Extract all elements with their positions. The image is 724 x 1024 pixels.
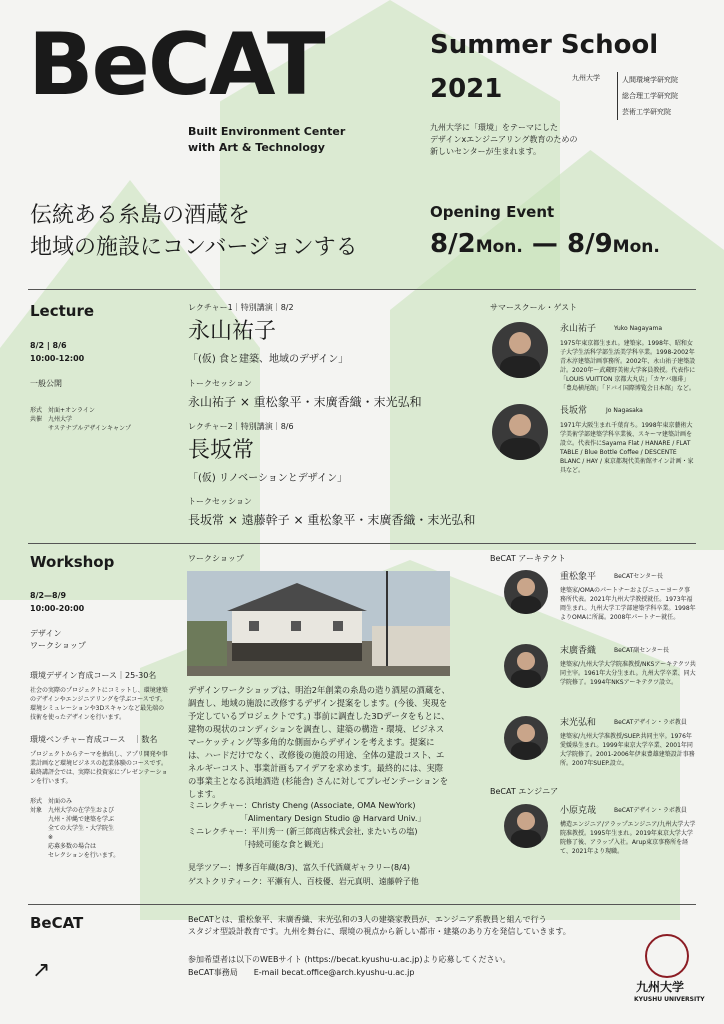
department-list bbox=[617, 72, 678, 120]
university-name-en: KYUSHU UNIVERSITY bbox=[634, 996, 705, 1003]
guest1-bio: 1975年東京都生まれ。建築家。1998年、昭和女子大学生活科学部生活美学科卒業。1998-2002年青木淳建築計画事務所。2002年、永山祐子建築設計。2020年〜武蔵野美術大学客員教授。代表作に「LOUIS VUITTON 京都大丸店」「カヤバ珈琲」「豊島横尾館」「ドバイ国際博覧会日本館」など。 bbox=[560, 340, 696, 392]
lecture2-topic: 「(仮) リノベーションとデザイン」 bbox=[188, 473, 348, 484]
divider bbox=[28, 543, 696, 544]
architect1-photo bbox=[504, 570, 548, 614]
university-name-jp: 九州大学 bbox=[636, 980, 685, 994]
start-day: Mon. bbox=[475, 237, 523, 257]
end-date: 8/9 bbox=[566, 229, 613, 259]
center-name-line: with Art & Technology bbox=[188, 141, 325, 154]
talk1-label: トークセッション bbox=[188, 379, 252, 388]
architect3-role: BeCATデザイン・ラボ教員 bbox=[614, 719, 687, 726]
summer-school-title: Summer School bbox=[430, 30, 659, 60]
architect2-photo bbox=[504, 644, 548, 688]
architect3-bio: 建築家/九州大学准教授/SUEP.共同主宰。1976年愛媛県生まれ。1999年東京大学卒業、2001年同大学院修了。2001-2006年伊東豊雄建築設計事務所。2007年SUEP.設立。 bbox=[560, 733, 695, 767]
apply-text: 参加希望者は以下のWEBサイト (https://becat.kyushu-u.ac.jp)より応募してください。 bbox=[188, 955, 511, 964]
department: 総合理工学研究院 bbox=[622, 92, 678, 100]
end-day: Mon. bbox=[612, 237, 660, 257]
lecture2-label: レクチャー2｜特別講演｜8/6 bbox=[188, 422, 294, 431]
workshop-format bbox=[30, 797, 119, 860]
guest-critique: ゲストクリティーク：平瀬有人、百枝優、岩元真明、遠藤幹子他 bbox=[188, 877, 419, 886]
divider bbox=[28, 904, 696, 905]
engineer1-name: 小原克哉 bbox=[560, 806, 597, 816]
course1-desc: 社会の実際のプロジェクトにコミットし、環境建築のデザインやエンジニアリングを学ぶコースです。環境シミュレーションや3Dスキャンなど最先端の技術を使ったデザインを行います。 bbox=[30, 687, 168, 721]
sake-brewery-photo bbox=[187, 571, 450, 676]
format-line: 全ての大学生・大学院生 bbox=[30, 825, 115, 832]
workshop-description: デザインワークショップは、明治2年創業の糸島の造り酒屋の酒蔵を、調査し、地域の施設に改修するデザイン提案をします。(今後、実現を予定しているプロジェクトです。) 事前に調査した3Dデータをもとに、建物の現状のコンディションを調査し、建築の構造・環境、ビジネスマーケッティング等多角的な側面からデザインを考えます。提案には、ハードだけでなく、改修後の施設の用途、全体の建設コスト、エネルギーコスト、事業計画もアイデアを求めます。最終的には、実際の事業主となる浜地酒造 (杉能舎) さんに対してプレゼンテーションをします。 bbox=[188, 685, 450, 799]
lecture-dates: 8/2 | 8/6 bbox=[30, 341, 67, 350]
lecture-time: 10:00-12:00 bbox=[30, 354, 85, 363]
engineers-title: BeCAT エンジニア bbox=[490, 787, 559, 796]
about-line: BeCATとは、重松象平、末廣香織、末光弘和の3人の建築家教員が、エンジニア系教員と組んで行う bbox=[188, 915, 547, 924]
arrow-icon: ↗ bbox=[32, 958, 51, 983]
workshop-title: Workshop bbox=[30, 553, 115, 571]
lecture1-speaker: 永山祐子 bbox=[188, 319, 277, 344]
guests-title: サマースクール・ゲスト bbox=[490, 303, 578, 312]
course2-desc: プロジェクトからテーマを抽出し、アプリ開発や事業計画など環境ビジネスの起業体験のコースです。最終講評会では、実際に投資家にプレゼンテーションを行います。 bbox=[30, 751, 168, 785]
talk2-speakers: 長坂常 × 遠藤幹子 × 重松象平・末廣香織・末光弘和 bbox=[188, 513, 476, 527]
architect1-role: BeCATセンター長 bbox=[614, 573, 664, 580]
talk1-speakers: 永山祐子 × 重松象平・末廣香織・末光弘和 bbox=[188, 395, 422, 409]
guest1-photo bbox=[492, 322, 548, 378]
format-line: 九州・沖縄で建築を学ぶ bbox=[30, 816, 115, 823]
architect3-name: 末光弘和 bbox=[560, 718, 597, 728]
format-line: 形式 対面のみ bbox=[30, 798, 73, 805]
guest2-photo bbox=[492, 404, 548, 460]
guest2-roman: Jo Nagasaka bbox=[606, 407, 643, 414]
university-seal-icon bbox=[645, 934, 689, 978]
type-line: ワークショップ bbox=[30, 641, 86, 650]
talk2-label: トークセッション bbox=[188, 497, 252, 506]
engineer1-role: BeCATデザイン・ラボ教員 bbox=[614, 807, 687, 814]
course2-title: 環境ベンチャー育成コース ｜数名 bbox=[30, 735, 158, 744]
start-date: 8/2 bbox=[430, 229, 476, 259]
format-line: セレクションを行います。 bbox=[30, 852, 120, 859]
mini-lecture-2: ミニレクチャー：平川秀一 (新三郎商店株式会社, またいちの塩) bbox=[188, 827, 418, 836]
architect1-bio: 建築家/OMAのパートナーおよびニューヨーク事務所代表。2021年九州大学教授就任。1973年福岡生まれ。九州大学工学部建築学科卒業。1998年よりOMAに所属。2008年パートナー就任。 bbox=[560, 587, 696, 621]
architects-title: BeCAT アーキテクト bbox=[490, 554, 566, 563]
workshop-type bbox=[30, 628, 86, 652]
guest2-bio: 1971年大阪生まれ千葉育ち。1998年東京藝術大学美術学部建築学科卒業後、スキーマ建築計画を設立。代表作にSayama Flat / HANARE / FLAT TABLE / Blue Bottle Coffee / DESCENTE BLANC / HAY / 東京都現代美術館サイン計画・家具など。 bbox=[560, 422, 694, 474]
brewery-illustration bbox=[187, 571, 450, 676]
lecture-format bbox=[30, 406, 131, 433]
architect2-name: 末廣香織 bbox=[560, 646, 597, 656]
becat-logo: BeCAT bbox=[28, 15, 324, 115]
workshop-dates: 8/2—8/9 bbox=[30, 591, 67, 600]
architect3-photo bbox=[504, 716, 548, 760]
headline-line: 伝統ある糸島の酒蔵を bbox=[30, 203, 251, 228]
type-line: デザイン bbox=[30, 629, 62, 638]
department: 芸術工学研究院 bbox=[622, 108, 671, 116]
intro-line: 新しいセンターが生まれます。 bbox=[430, 147, 542, 156]
architect1-name: 重松象平 bbox=[560, 572, 597, 582]
engineer1-photo bbox=[504, 804, 548, 848]
opening-event-label: Opening Event bbox=[430, 203, 555, 221]
intro-line: デザインxエンジニアリング教育のための bbox=[430, 135, 578, 144]
event-dates bbox=[430, 229, 660, 259]
footer-logo: BeCAT bbox=[30, 914, 84, 932]
format-line: ※ bbox=[30, 834, 54, 841]
main-headline bbox=[30, 200, 358, 264]
lecture1-label: レクチャー1｜特別講演｜8/2 bbox=[188, 303, 294, 312]
headline-line: 地域の施設にコンバージョンする bbox=[30, 235, 358, 260]
footer-about bbox=[188, 914, 571, 938]
year: 2021 bbox=[430, 74, 503, 104]
center-full-name bbox=[188, 124, 345, 156]
format-line: 応募多数の場合は bbox=[30, 843, 97, 850]
center-name-line: Built Environment Center bbox=[188, 125, 346, 138]
office-contact[interactable]: BeCAT事務局 E-mail becat.office@arch.kyushu-u.ac.jp bbox=[188, 968, 415, 977]
format-line: サステナブルデザインキャンプ bbox=[30, 425, 131, 432]
workshop-label: ワークショップ bbox=[188, 554, 244, 563]
mini-lecture-1: ミニレクチャー：Christy Cheng (Associate, OMA NewYork) bbox=[188, 801, 416, 810]
date-dash: — bbox=[531, 229, 558, 259]
engineer1-bio: 構造エンジニア/アラップエンジニア/九州大学大学院准教授。1995年生まれ。2019年東京大学大学院修了後、アラップ入社。Arup東京事務所を経て、2021年より現職。 bbox=[560, 821, 696, 855]
about-line: スタジオ型設計教育です。九州を舞台に、環境の視点から新しい都市・建築のあり方を発信していきます。 bbox=[188, 927, 571, 936]
university-name: 九州大学 bbox=[572, 74, 600, 82]
mini-lecture-2-topic: 「持続可能な食と観光」 bbox=[240, 840, 328, 849]
guest2-name: 長坂常 bbox=[560, 406, 588, 416]
format-line: 共催 九州大学 bbox=[30, 416, 73, 423]
workshop-time: 10:00-20:00 bbox=[30, 604, 85, 613]
lecture2-speaker: 長坂常 bbox=[188, 438, 255, 463]
format-line: 形式 対面+オンライン bbox=[30, 407, 95, 414]
format-line: 対象 九州大学の在学生および bbox=[30, 807, 115, 814]
guest1-roman: Yuko Nagayama bbox=[614, 325, 663, 332]
architect2-role: BeCAT副センター長 bbox=[614, 647, 670, 654]
mini-lecture-1-topic: 「Alimentary Design Studio @ Harvard Univ.」 bbox=[240, 814, 426, 823]
intro-text bbox=[430, 122, 578, 158]
lecture-public: 一般公開 bbox=[30, 379, 62, 388]
lecture1-topic: 「(仮) 食と建築、地域のデザイン」 bbox=[188, 354, 349, 365]
guest1-name: 永山祐子 bbox=[560, 324, 597, 334]
lecture-title: Lecture bbox=[30, 302, 95, 320]
architect2-bio: 建築家/九州大学大学院准教授/NKSアーキテクツ共同主宰。1961年大分生まれ。九州大学卒業、同大学院修了。1994年NKSアーキテクツ設立。 bbox=[560, 661, 696, 686]
department: 人間環境学研究院 bbox=[622, 76, 678, 84]
divider bbox=[28, 289, 696, 290]
intro-line: 九州大学に「環境」をテーマにした bbox=[430, 123, 558, 132]
site-tour: 見学ツアー：博多百年蔵(8/3)、富久千代酒蔵ギャラリー(8/4) bbox=[188, 863, 410, 872]
course1-title: 環境デザイン育成コース｜25-30名 bbox=[30, 671, 157, 680]
